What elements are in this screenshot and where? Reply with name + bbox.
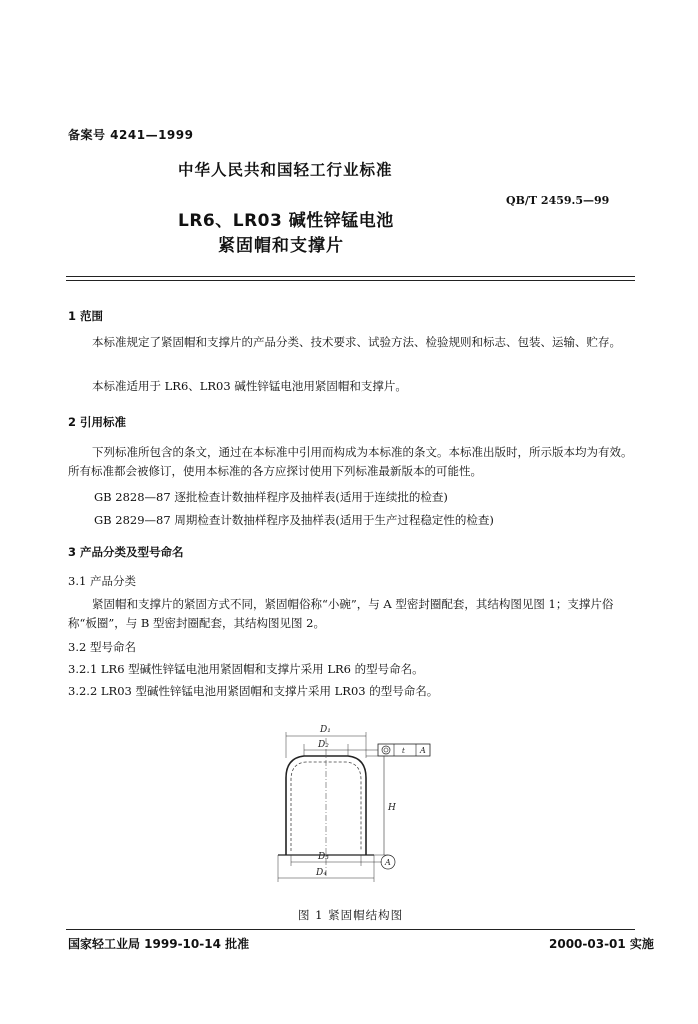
section-1-paragraph-2: 本标准适用于 LR6、LR03 碱性锌锰电池用紧固帽和支撑片。: [92, 379, 407, 393]
header-rule-top: [66, 276, 635, 277]
cap-structure-drawing: [260, 718, 440, 903]
section-3-heading: 3 产品分类及型号命名: [68, 545, 184, 559]
reference-gb2828: GB 2828—87 逐批检查计数抽样程序及抽样表(适用于连续批的检查): [94, 490, 448, 504]
standard-number: QB/T 2459.5—99: [506, 194, 610, 207]
dim-h-label: H: [388, 803, 396, 813]
dim-d3-label: D₃: [318, 852, 329, 862]
tolerance-value: t: [402, 747, 405, 755]
section-1-heading: 1 范围: [68, 309, 104, 323]
dim-d4-label: D₄: [316, 868, 327, 878]
section-3-2-1: 3.2.1 LR6 型碱性锌锰电池用紧固帽和支撑片采用 LR6 的型号命名。: [68, 662, 424, 676]
section-2-heading: 2 引用标准: [68, 415, 127, 429]
standard-type: 中华人民共和国轻工行业标准: [178, 161, 393, 179]
datum-a-label: A: [385, 858, 391, 867]
filing-number: 备案号 4241—1999: [68, 128, 194, 142]
document-title-line2: 紧固帽和支撑片: [218, 236, 344, 256]
section-1-paragraph-1: 本标准规定了紧固帽和支撑片的产品分类、技术要求、试验方法、检验规则和标志、包装、运输、贮存。: [92, 335, 621, 349]
section-3-2-heading: 3.2 型号命名: [68, 640, 136, 654]
footer-rule: [66, 929, 635, 930]
dim-d2-label: D₂: [318, 740, 329, 750]
section-3-2-2: 3.2.2 LR03 型碱性锌锰电池用紧固帽和支撑片采用 LR03 的型号命名。: [68, 684, 439, 698]
section-2-paragraph-1: 下列标准所包含的条文，通过在本标准中引用而构成为本标准的条文。本标准出版时，所示版本均为有效。所有标准都会被修订，使用本标准的各方应探讨使用下列标准最新版本的可能性。: [68, 445, 633, 478]
figure-caption: 图 1 紧固帽结构图: [298, 908, 404, 922]
document-title-line1: LR6、LR03 碱性锌锰电池: [178, 211, 394, 231]
reference-gb2829: GB 2829—87 周期检查计数抽样程序及抽样表(适用于生产过程稳定性的检查): [94, 513, 494, 527]
concentricity-symbol: [382, 746, 390, 754]
header-rule-bottom: [66, 280, 635, 281]
implementation-text: 2000-03-01 实施: [549, 937, 654, 951]
tolerance-datum: A: [420, 746, 426, 755]
dim-d1-label: D₁: [320, 725, 331, 735]
approval-text: 国家轻工业局 1999-10-14 批准: [68, 937, 250, 951]
section-3-1-paragraph: 紧固帽和支撑片的紧固方式不同，紧固帽俗称“小碗”，与 A 型密封圈配套，其结构图见图 1；支撑片俗称“板圈”，与 B 型密封圈配套，其结构图见图 2。: [68, 597, 614, 630]
section-3-1-heading: 3.1 产品分类: [68, 574, 136, 588]
